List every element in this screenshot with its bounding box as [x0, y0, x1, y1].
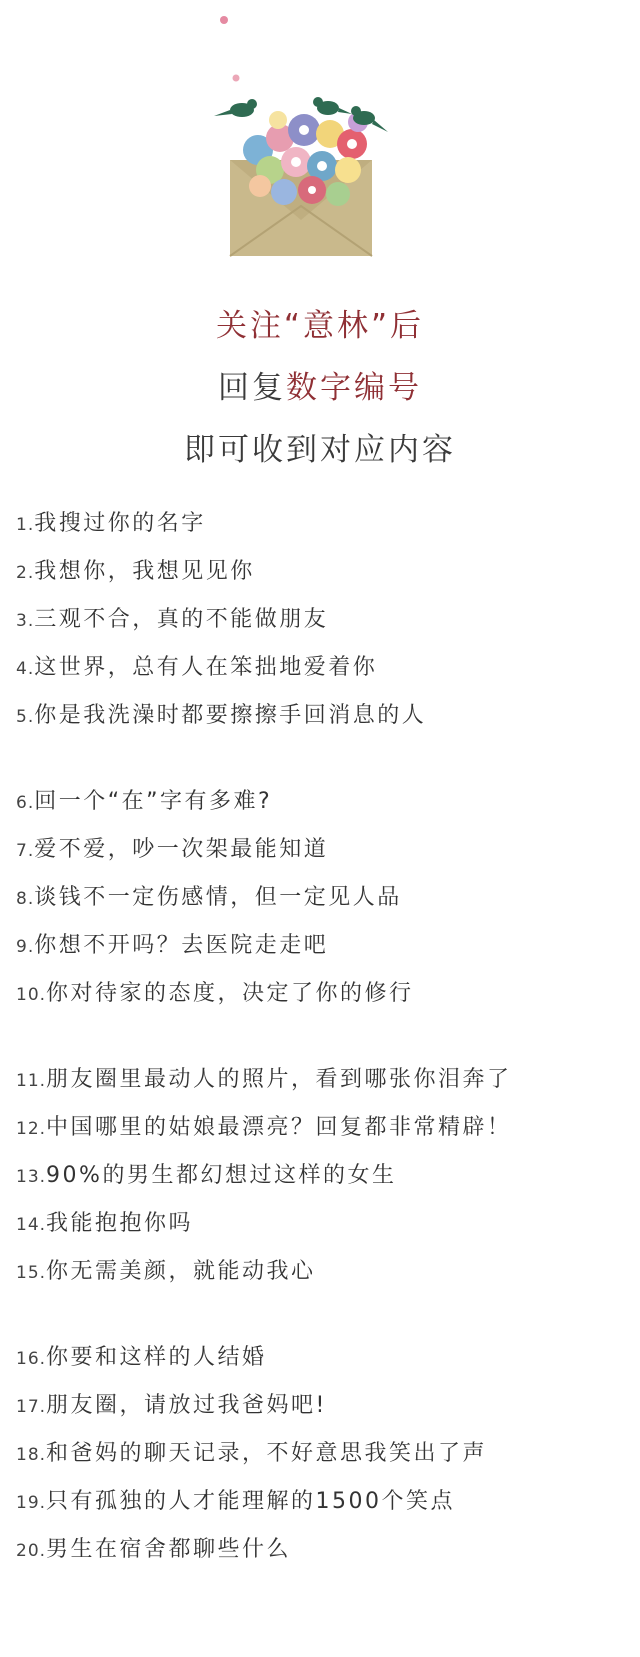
- item-number: 19.: [16, 1493, 47, 1513]
- item-number: 14.: [16, 1215, 47, 1235]
- headline-follow-prefix: 关注“: [215, 308, 303, 344]
- headline-follow-suffix: ”后: [371, 308, 425, 344]
- list-item[interactable]: [16, 1062, 512, 1093]
- list-item[interactable]: [16, 602, 328, 633]
- list-item[interactable]: [16, 976, 414, 1007]
- item-title: 男生在宿舍都聊些什么: [46, 1537, 292, 1562]
- item-number: 11.: [16, 1071, 47, 1091]
- item-title: 朋友圈里最动人的照片，看到哪张你泪奔了: [46, 1067, 512, 1092]
- item-title: 我搜过你的名字: [34, 511, 206, 536]
- item-title: 只有孤独的人才能理解的1500个笑点: [46, 1489, 456, 1514]
- item-number: 3.: [16, 611, 35, 631]
- list-item[interactable]: [16, 1254, 316, 1285]
- item-title: 我想你，我想见见你: [34, 559, 255, 584]
- item-number: 12.: [16, 1119, 47, 1139]
- item-title: 这世界，总有人在笨拙地爱着你: [34, 655, 378, 680]
- list-item[interactable]: [16, 554, 255, 585]
- list-item[interactable]: [16, 784, 272, 815]
- list-item[interactable]: [16, 1206, 193, 1237]
- headline-reply: [0, 362, 640, 407]
- list-item[interactable]: [16, 1340, 267, 1371]
- item-title: 谈钱不一定伤感情，但一定见人品: [34, 885, 402, 910]
- list-item[interactable]: [16, 1388, 327, 1419]
- bird-icon: [214, 99, 257, 117]
- headline-reply-a: 回复: [218, 370, 286, 406]
- item-title: 我能抱抱你吗: [46, 1211, 194, 1236]
- item-title: 和爸妈的聊天记录，不好意思我笑出了声: [46, 1441, 488, 1466]
- petal-icon: [233, 75, 240, 82]
- item-number: 18.: [16, 1445, 47, 1465]
- list-item[interactable]: [16, 1110, 512, 1141]
- list-item[interactable]: [16, 832, 328, 863]
- item-title: 你是我洗澡时都要擦擦手回消息的人: [34, 703, 427, 728]
- item-title: 你无需美颜，就能动我心: [46, 1259, 316, 1284]
- item-title: 你要和这样的人结婚: [46, 1345, 267, 1370]
- list-item[interactable]: [16, 1532, 291, 1563]
- headline-receive: 即可收到对应内容: [184, 432, 456, 468]
- item-title: 你想不开吗？去医院走走吧: [34, 933, 329, 958]
- item-title: 90%的男生都幻想过这样的女生: [46, 1163, 397, 1188]
- list-item[interactable]: [16, 506, 206, 537]
- item-number: 6.: [16, 793, 35, 813]
- list-item[interactable]: [16, 880, 402, 911]
- item-number: 20.: [16, 1541, 47, 1561]
- item-number: 5.: [16, 707, 35, 727]
- list-item[interactable]: [16, 928, 328, 959]
- bird-icon: [313, 97, 352, 115]
- item-number: 2.: [16, 563, 35, 583]
- list-item[interactable]: [16, 1484, 455, 1515]
- flower-bouquet-icon: [243, 111, 368, 206]
- item-title: 爱不爱，吵一次架最能知道: [34, 837, 329, 862]
- item-title: 三观不合，真的不能做朋友: [34, 607, 329, 632]
- item-number: 9.: [16, 937, 35, 957]
- item-number: 8.: [16, 889, 35, 909]
- envelope-flowers-illustration: [200, 10, 420, 270]
- headline-reply-b: 数字编号: [286, 370, 422, 406]
- item-number: 10.: [16, 985, 47, 1005]
- item-title: 你对待家的态度，决定了你的修行: [46, 981, 414, 1006]
- item-number: 13.: [16, 1167, 47, 1187]
- petal-icon: [220, 16, 228, 24]
- headline-follow: [0, 300, 640, 345]
- list-item[interactable]: [16, 1158, 396, 1189]
- account-name: 意林: [303, 308, 371, 344]
- item-title: 中国哪里的姑娘最漂亮？回复都非常精辟！: [46, 1115, 512, 1140]
- item-number: 16.: [16, 1349, 47, 1369]
- item-number: 1.: [16, 515, 35, 535]
- item-number: 15.: [16, 1263, 47, 1283]
- item-title: 回一个“在”字有多难?: [34, 789, 273, 814]
- item-title: 朋友圈，请放过我爸妈吧!: [46, 1393, 327, 1418]
- item-number: 17.: [16, 1397, 47, 1417]
- item-number: 7.: [16, 841, 35, 861]
- list-item[interactable]: [16, 650, 377, 681]
- item-number: 4.: [16, 659, 35, 679]
- list-item[interactable]: [16, 1436, 487, 1467]
- list-item[interactable]: [16, 698, 426, 729]
